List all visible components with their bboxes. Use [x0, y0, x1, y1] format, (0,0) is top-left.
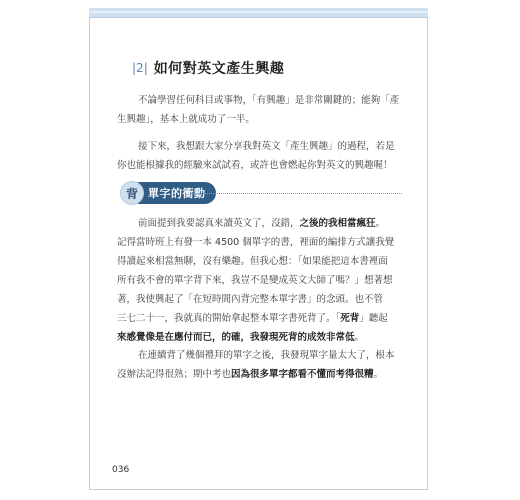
body-paragraph-2 [117, 346, 405, 384]
badge-glyph: 背 [120, 181, 144, 205]
intro-paragraph-1 [117, 91, 405, 129]
paragraph-line: 在連續背了幾個禮拜的單字之後，我發現單字量太大了，根本 [138, 350, 395, 361]
paragraph-line: 得讀起來相當無聊，沒有樂趣。但我心想：「如果能把這本書裡面 [117, 256, 388, 267]
section-number: |2| [132, 61, 148, 75]
paragraph-line: 來感覺像是在應付而已，的確，我發現死背的成效非常低。 [117, 332, 365, 343]
body-paragraph-1 [117, 214, 405, 347]
header-bar [89, 8, 428, 18]
subsection-title: 單字的衝動 [138, 182, 216, 204]
paragraph-line: 所有我不會的單字背下來，我豈不是變成英文大師了嗎？」想著想 [117, 275, 393, 286]
paragraph-line: 前面提到我要認真來讀英文了，沒錯，之後的我相當瘋狂。 [138, 218, 386, 229]
dotted-divider [190, 193, 402, 194]
paragraph-line: 記得當時班上有發一本 4500 個單字的書，裡面的編排方式讓我覺 [117, 237, 395, 248]
paragraph-line: 不論學習任何科目或事物，「有興趣」是非常關鍵的；能夠「產 [138, 95, 400, 106]
paragraph-line: 三七二十一，我就真的開始拿起整本單字書死背了。「死背」聽起 [117, 313, 388, 324]
paragraph-line: 接下來，我想跟大家分享我對英文「產生興趣」的過程，若是 [138, 141, 395, 152]
page-number: 036 [112, 465, 130, 475]
paragraph-line: 著，我使興起了「在短時間內背完整本單字書」的念頭。也不管 [117, 294, 384, 305]
paragraph-line: 生興趣」，基本上就成功了一半。 [117, 114, 255, 125]
section-heading [132, 58, 284, 78]
paragraph-line: 沒辦法記得很熟；期中考也因為很多單字都看不懂而考得很糟。 [117, 369, 384, 380]
intro-paragraph-2 [117, 137, 405, 175]
section-title: 如何對英文產生興趣 [153, 61, 285, 77]
paragraph-line: 你也能根據我的經驗來試試看，或許也會燃起你對英文的興趣喔！ [117, 160, 393, 171]
